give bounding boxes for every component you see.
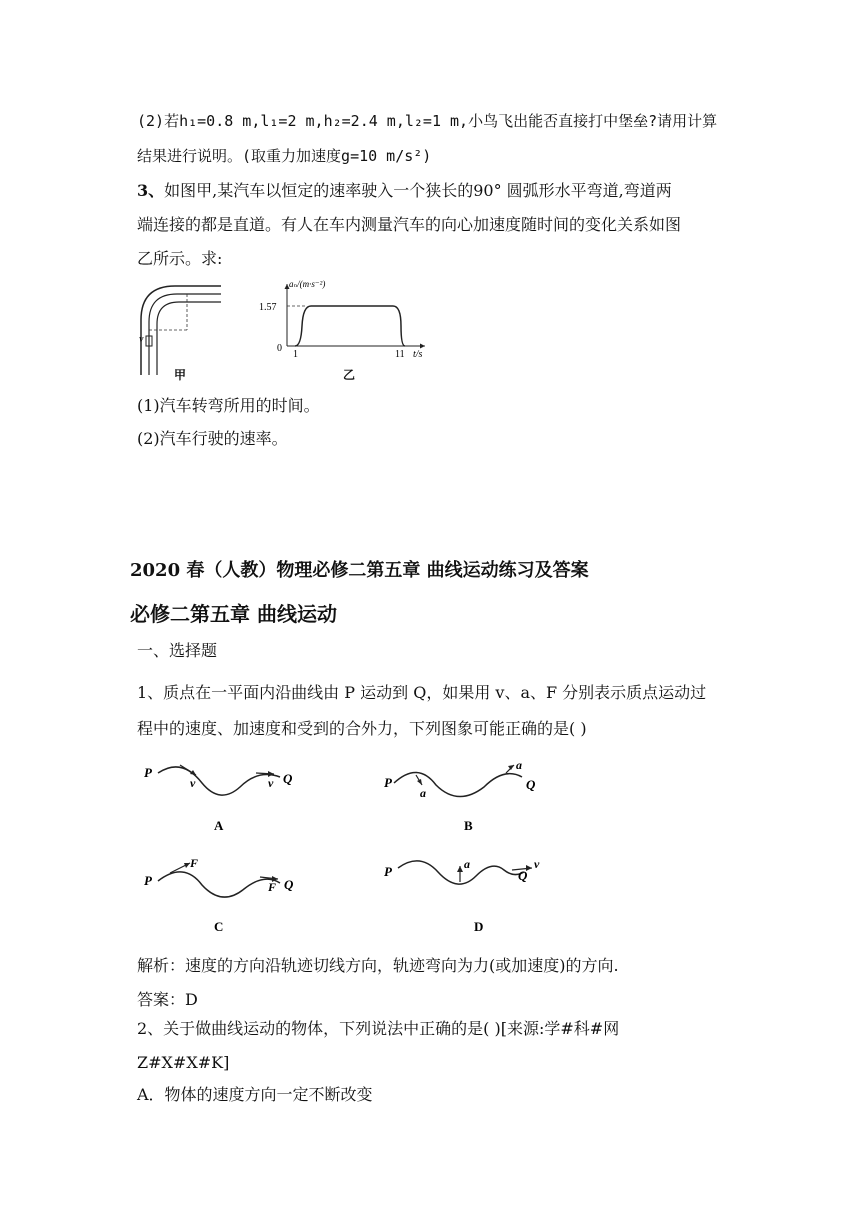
q2-option-a: A．物体的速度方向一定不断改变	[137, 1085, 373, 1104]
option-b-arrow1: a	[420, 786, 426, 800]
q1-analysis: 解析：速度的方向沿轨迹切线方向，轨迹弯向为力(或加速度)的方向.	[137, 956, 619, 975]
option-a-start: P	[144, 765, 152, 780]
figure-a-label: 甲	[174, 368, 187, 382]
q1-line2: 程中的速度、加速度和受到的合外力，下列图象可能正确的是( )	[137, 719, 587, 738]
figure-b-xlabel: t/s	[413, 349, 423, 360]
option-a-arrow1: v	[190, 776, 196, 790]
option-c-arrow1: F	[190, 856, 199, 870]
problem3-number: 3、	[137, 181, 165, 200]
option-c-label: C	[214, 919, 224, 934]
problem2-part2-line2: 结果进行说明。(取重力加速度g=10 m/s²)	[137, 147, 432, 165]
chapter-heading: 必修二第五章 曲线运动	[130, 602, 337, 626]
figure-b-graph	[255, 278, 435, 360]
q1-answer: 答案：D	[137, 990, 198, 1009]
option-b-arrow2: a	[516, 758, 522, 772]
q1-line1: 1、质点在一平面内沿曲线由 P 运动到 Q，如果用 v、a、F 分别表示质点运动过	[137, 683, 707, 702]
option-a-end: Q	[283, 771, 293, 786]
problem3-sub2: (2)汽车行驶的速率。	[137, 429, 288, 448]
page-title: 2020 春（人教）物理必修二第五章 曲线运动练习及答案	[130, 560, 589, 581]
option-b-label: B	[464, 818, 473, 833]
problem3-line2: 端连接的都是直道。有人在车内测量汽车的向心加速度随时间的变化关系如图	[137, 215, 682, 234]
problem3-line1	[137, 180, 672, 202]
figure-a-v-label: v	[139, 334, 144, 345]
option-d-end: Q	[518, 868, 528, 883]
problem2-part2-line1: (2)若h₁=0.8 m,l₁=2 m,h₂=2.4 m,l₂=1 m,小鸟飞出能否直接打中堡垒?请用计算	[137, 112, 718, 130]
q2-line2: Z#X#X#K]	[137, 1053, 230, 1072]
figure-b-x1: 1	[293, 349, 298, 360]
option-a-arrow2: v	[268, 776, 274, 790]
section-heading: 一、选择题	[137, 641, 218, 660]
figure-a-road-diagram	[135, 280, 225, 380]
figure-b-yvalue: 1.57	[259, 302, 277, 313]
figure-b-x2: 11	[395, 349, 405, 360]
figure-b-ylabel: aₙ/(m·s⁻²)	[289, 279, 326, 289]
figure-b-label: 乙	[343, 368, 356, 382]
option-b-figure	[380, 755, 560, 840]
option-d-label: D	[474, 919, 484, 934]
option-c-figure	[140, 855, 310, 940]
option-d-arrow2: v	[534, 857, 540, 871]
option-c-arrow2: F	[268, 880, 277, 894]
option-c-start: P	[144, 873, 152, 888]
problem3-text1: 如图甲,某汽车以恒定的速率驶入一个狭长的90° 圆弧形水平弯道,弯道两	[164, 181, 672, 200]
problem3-sub1: (1)汽车转弯所用的时间。	[137, 396, 320, 415]
figure-b-origin: 0	[277, 343, 282, 354]
option-c-end: Q	[284, 877, 294, 892]
option-d-start: P	[384, 864, 392, 879]
q2-line1: 2、关于做曲线运动的物体，下列说法中正确的是( )[来源:学#科#网	[137, 1019, 620, 1038]
option-d-figure	[380, 850, 560, 940]
option-d-arrow1: a	[464, 857, 470, 871]
option-a-figure	[140, 755, 310, 840]
option-b-start: P	[384, 775, 392, 790]
option-b-end: Q	[526, 777, 536, 792]
problem3-line3: 乙所示。求:	[137, 249, 223, 268]
option-a-label: A	[214, 818, 224, 833]
